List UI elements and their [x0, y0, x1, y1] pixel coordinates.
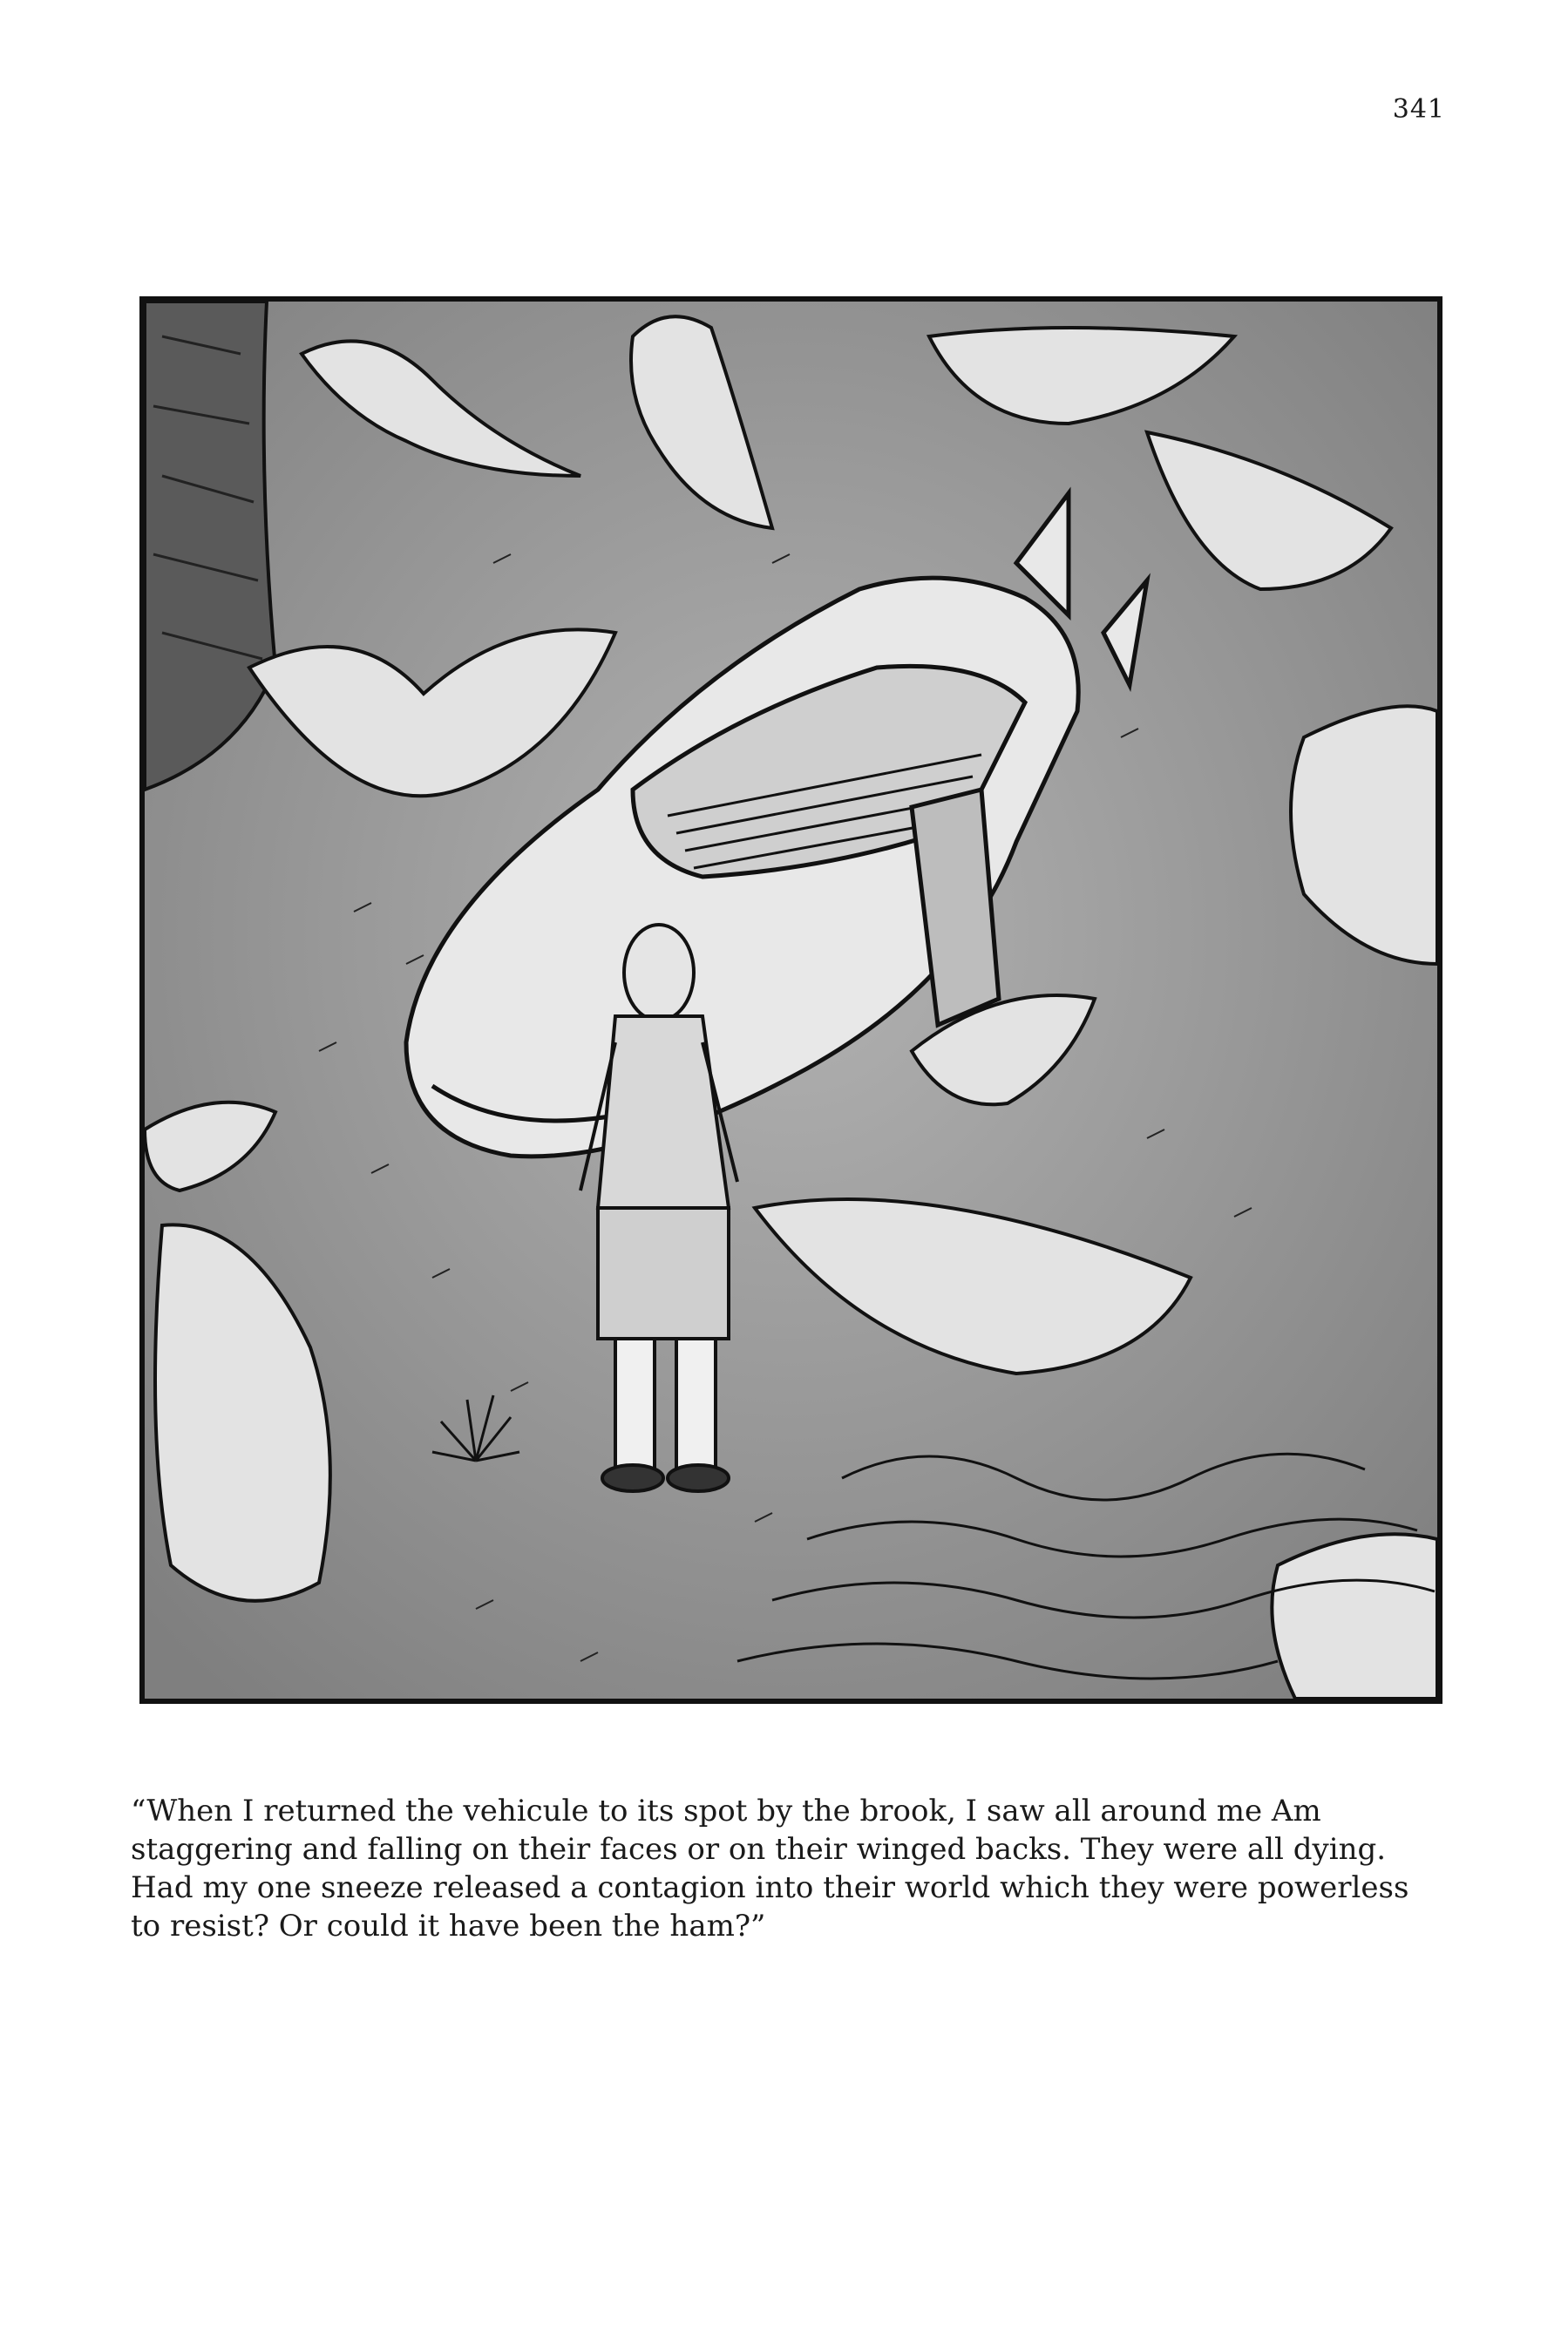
illustration-drawing — [145, 302, 1437, 1699]
illustration — [139, 296, 1442, 1704]
page-number: 341 — [1392, 94, 1445, 125]
caption-text: “When I returned the vehicule to its spot by the brook, I saw all around me Am staggering and falling on their faces or on their winged backs. They were all dying. Had my one sneeze released a contagion into their world which they were powerless to resist? Or could it have been the ham?” — [131, 1794, 1409, 1944]
